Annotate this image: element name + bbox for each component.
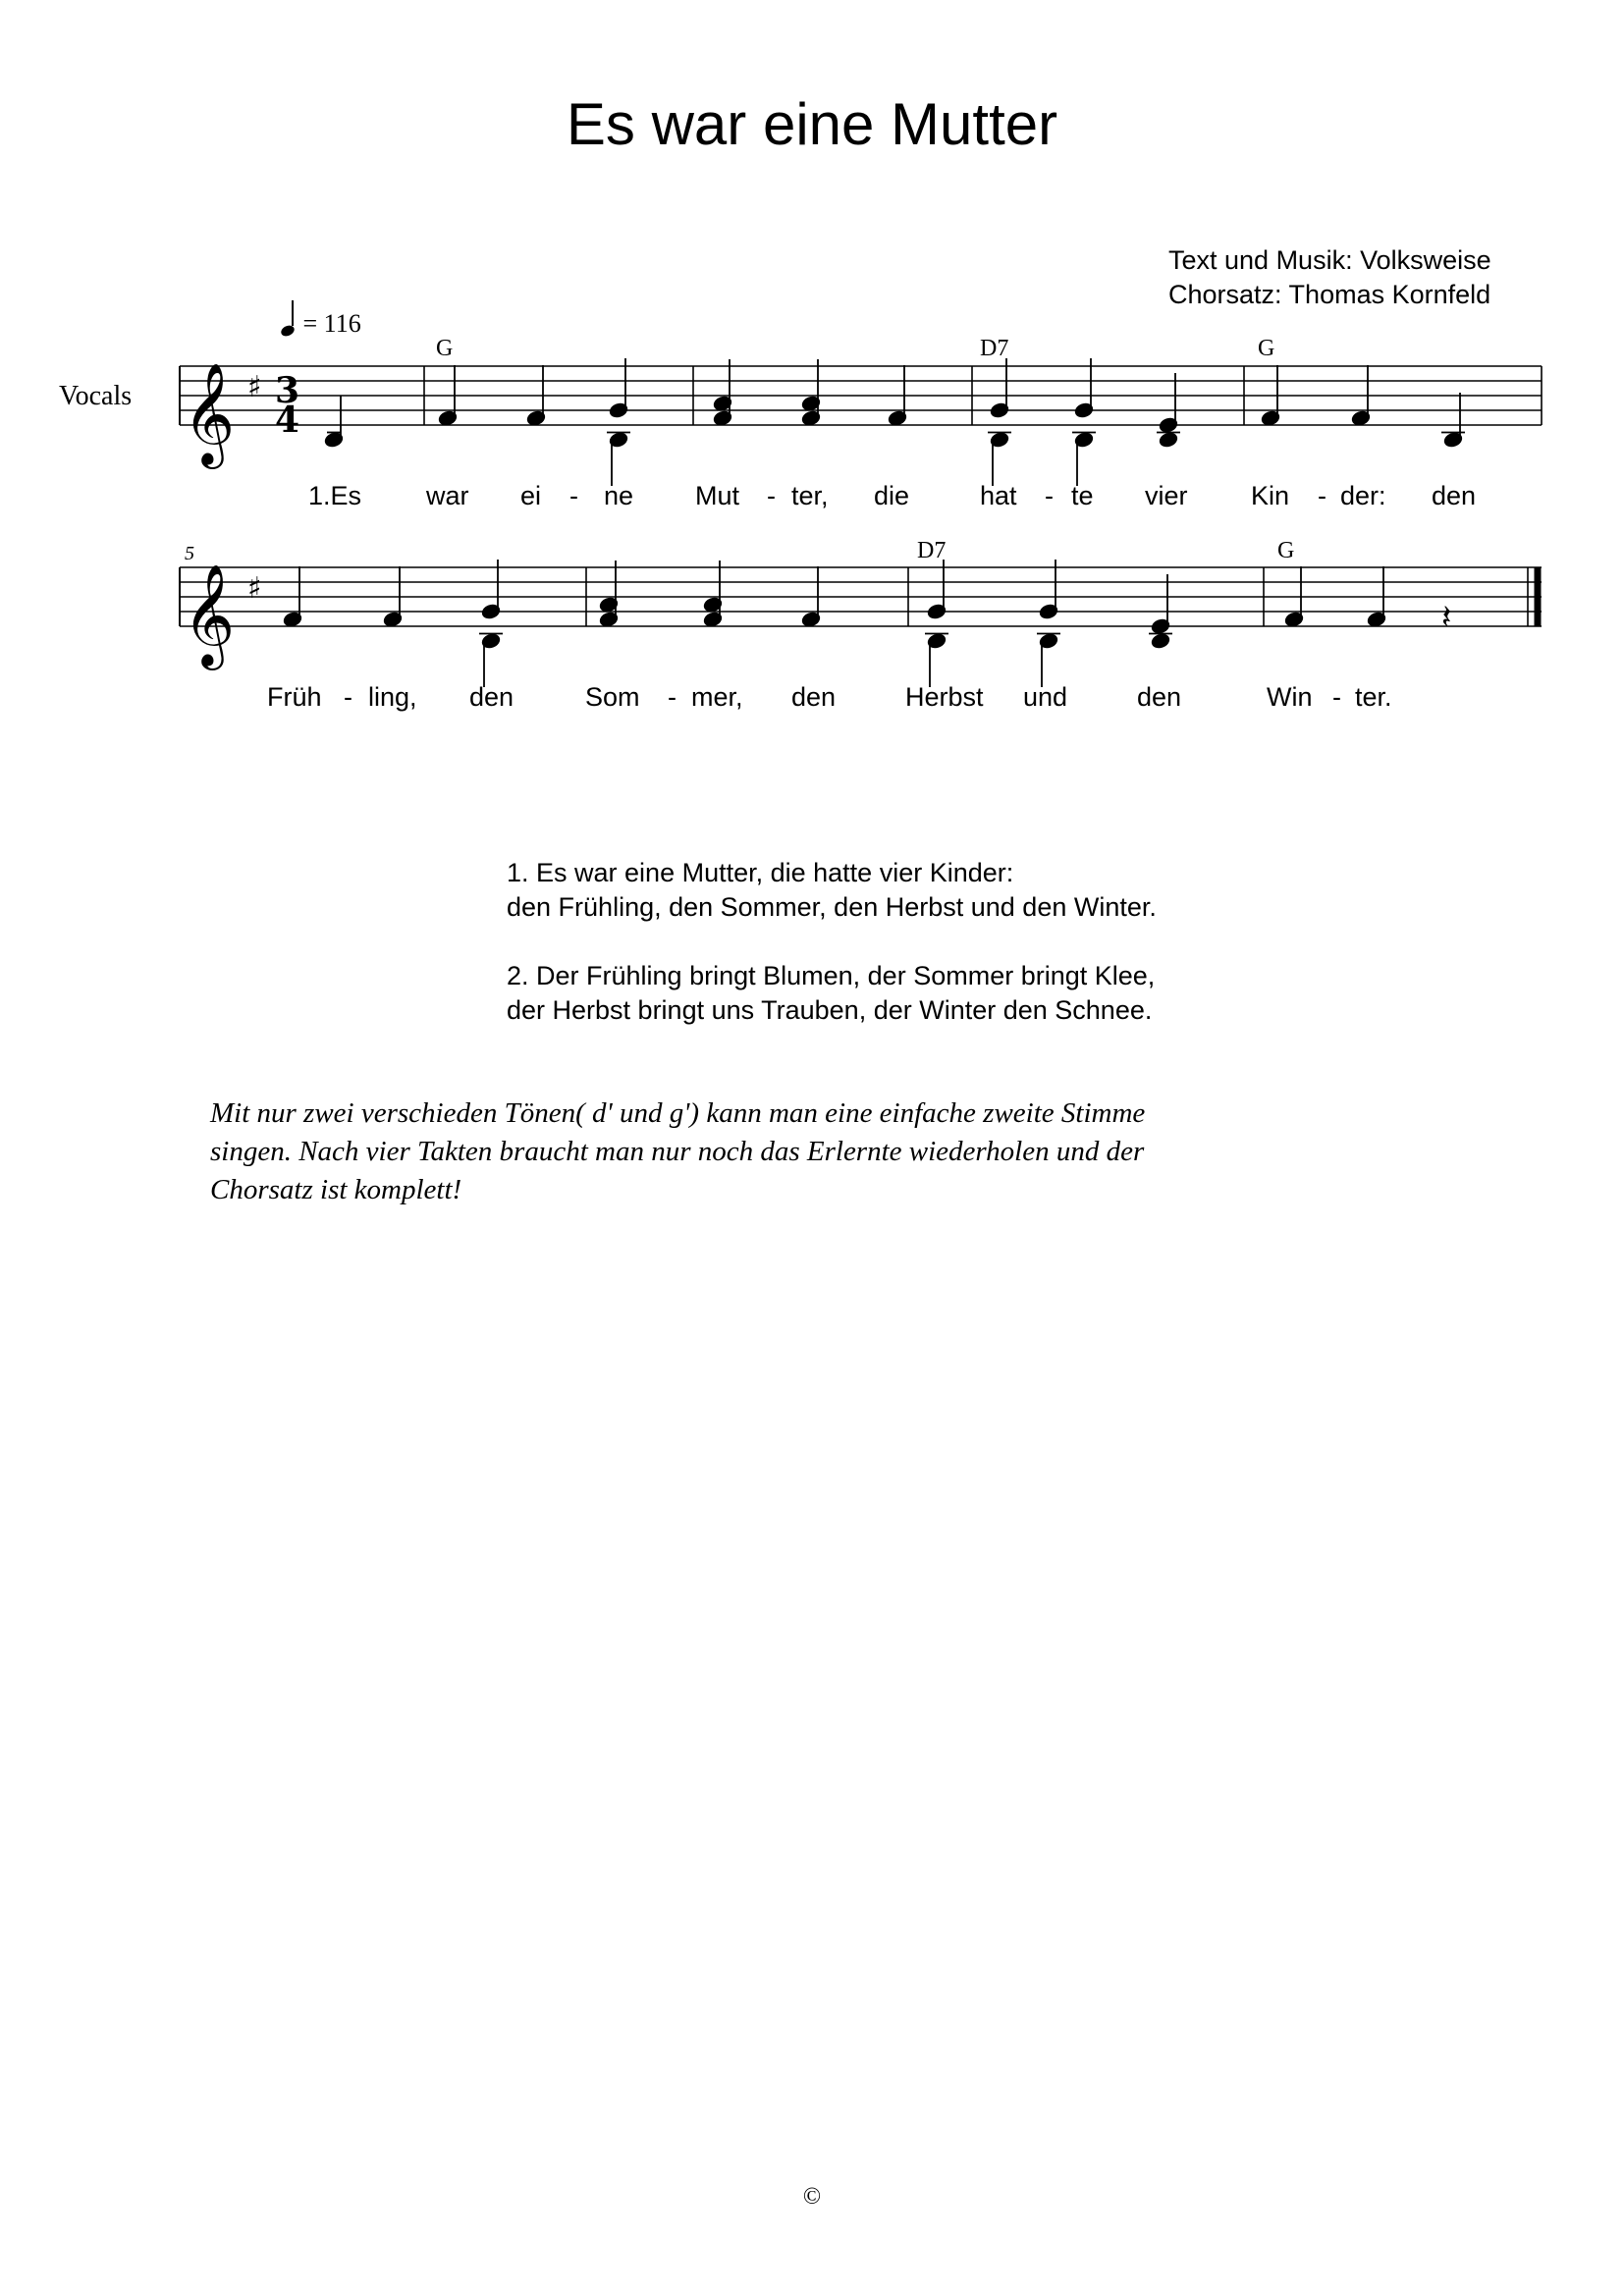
chord-symbol: D7: [980, 336, 1009, 361]
lyric-syllable: vier: [1145, 481, 1188, 510]
lyric-syllable: den: [469, 682, 514, 712]
lyric-syllable: -: [1332, 682, 1341, 712]
lyric-syllable: den: [1432, 481, 1477, 510]
lyric-syllable: Win: [1267, 682, 1313, 712]
lyrics-line-1: [308, 481, 1476, 510]
tempo-value: = 116: [302, 309, 361, 338]
lyric-syllable: Kin: [1251, 481, 1290, 510]
lyric-syllable: -: [569, 481, 578, 510]
copyright: ©: [802, 2184, 822, 2210]
lyric-syllable: -: [1045, 481, 1054, 510]
lyric-syllable: Früh: [267, 682, 322, 712]
note-head: [1151, 632, 1170, 649]
verses: [507, 856, 1157, 1062]
bar-number: 5: [185, 543, 194, 564]
time-sig-top: 3: [275, 370, 300, 411]
lyric-syllable: -: [1318, 481, 1326, 510]
performance-note: Mit nur zwei verschieden Tönen( d' und g') kann man eine einfache zweite Stimme singen. Nach vier Takten braucht man nur noch das Erlernte wiederholen und der Chorsatz ist komplett!: [210, 1097, 1146, 1205]
staff-system-1: [180, 336, 1542, 510]
lyric-syllable: den: [791, 682, 837, 712]
lyric-syllable: -: [668, 682, 677, 712]
staff-system-2: [180, 538, 1542, 712]
lyric-syllable: -: [767, 481, 776, 510]
treble-clef-icon: 𝄞: [183, 563, 236, 667]
lyrics-line-2: [267, 682, 1392, 712]
page-title: Es war eine Mutter: [566, 91, 1058, 157]
lyric-syllable: te: [1071, 481, 1094, 510]
lyric-syllable: ei: [520, 481, 542, 510]
lyric-syllable: hat: [980, 481, 1017, 510]
instrument-label: Vocals: [59, 381, 133, 411]
lyric-syllable: ne: [604, 481, 634, 510]
lyric-syllable: -: [344, 682, 352, 712]
lyric-syllable: 1.Es: [308, 481, 362, 510]
lyric-syllable: Som: [585, 682, 640, 712]
lyric-syllable: ling,: [368, 682, 417, 712]
verse-1: 1. Es war eine Mutter, die hatte vier Kinder: den Frühling, den Sommer, den Herbst und den Winter.: [507, 858, 1157, 922]
lyric-syllable: den: [1137, 682, 1182, 712]
chord-symbol: D7: [917, 538, 947, 563]
lyric-syllable: mer,: [691, 682, 743, 712]
chord-symbol: G: [1258, 336, 1275, 361]
treble-clef-icon: 𝄞: [183, 362, 236, 465]
lyric-syllable: Mut: [695, 481, 740, 510]
note-head: [1159, 431, 1178, 448]
lyric-syllable: ter,: [791, 481, 829, 510]
music-score: [0, 0, 1624, 785]
credit-text-music: Text und Musik: Volksweise: [1168, 245, 1491, 275]
quarter-rest-icon: 𝄽: [1441, 598, 1452, 637]
lyric-syllable: war: [426, 481, 469, 510]
verse-2: 2. Der Frühling bringt Blumen, der Sommer bringt Klee, der Herbst bringt uns Trauben, der Winter den Schnee.: [507, 961, 1156, 1025]
sharp-icon: ♯: [247, 571, 262, 606]
chord-symbol: G: [1277, 538, 1295, 563]
time-sig-bottom: 4: [275, 400, 300, 441]
lyric-syllable: und: [1023, 682, 1068, 712]
chord-symbol: G: [436, 336, 454, 361]
credit-arrangement: Chorsatz: Thomas Kornfeld: [1168, 280, 1491, 309]
lyric-syllable: der:: [1340, 481, 1386, 510]
sharp-icon: ♯: [247, 370, 262, 404]
lyric-syllable: ter.: [1355, 682, 1392, 712]
lyric-syllable: die: [874, 481, 910, 510]
lyric-syllable: Herbst: [905, 682, 984, 712]
